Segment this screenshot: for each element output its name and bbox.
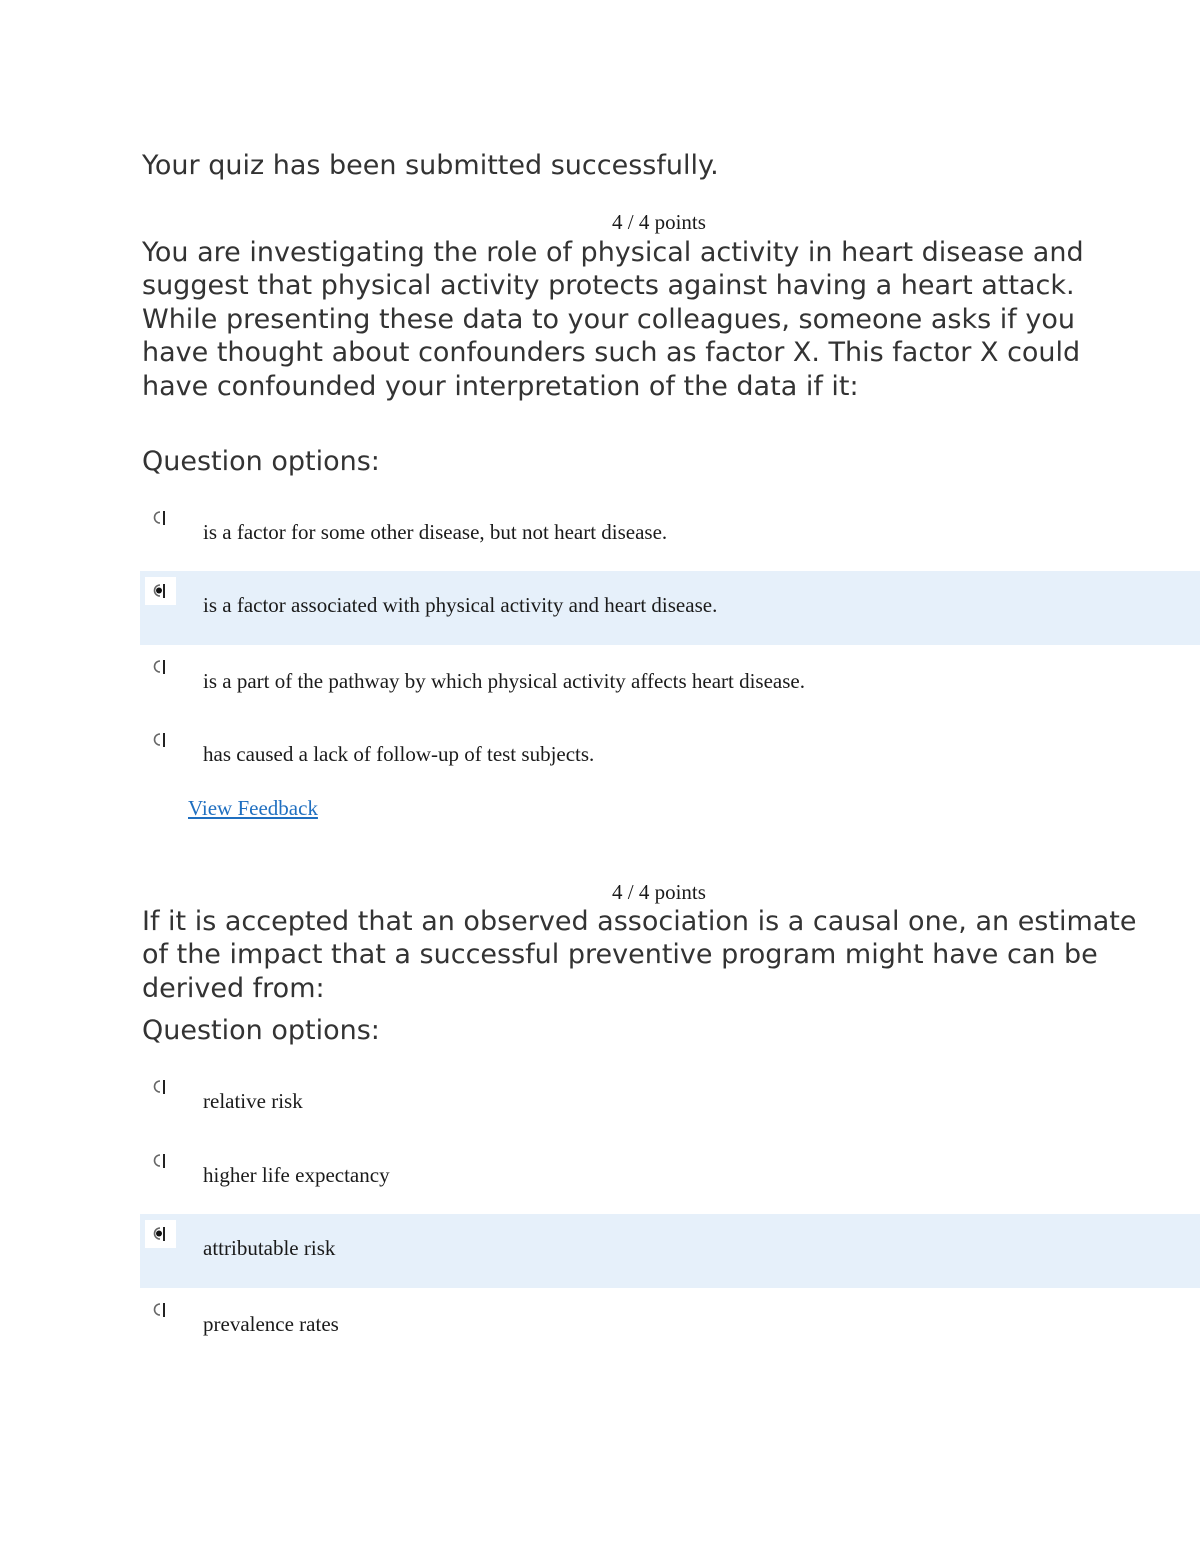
radio-button[interactable]	[145, 1147, 176, 1175]
radio-unchecked-icon	[149, 657, 171, 677]
radio-unchecked-icon	[149, 1077, 171, 1097]
radio-button[interactable]	[145, 1296, 176, 1324]
question-1-text: You are investigating the role of physical activity in heart disease and suggest that physical activity protects against having a heart attack. While presenting these data to your colleagues, someone asks if you have thought about confounders such as factor X. This factor X could have confounded your interpretation of the data if it:	[142, 237, 1084, 402]
radio-unchecked-icon	[149, 730, 171, 750]
question-1-option-2[interactable]	[140, 571, 1200, 645]
radio-button[interactable]	[145, 577, 176, 605]
radio-button[interactable]	[145, 1220, 176, 1248]
question-2-option-3[interactable]	[140, 1214, 1200, 1288]
question-2-options-heading: Question options:	[142, 1015, 380, 1046]
radio-button[interactable]	[145, 1073, 176, 1101]
question-2-score: 4 / 4 points	[612, 880, 706, 904]
radio-unchecked-icon	[149, 508, 171, 528]
option-label: has caused a lack of follow-up of test subjects.	[203, 742, 595, 766]
radio-button[interactable]	[145, 653, 176, 681]
question-1-option-1[interactable]	[140, 498, 1200, 572]
radio-checked-icon	[149, 581, 171, 601]
option-label: prevalence rates	[203, 1312, 339, 1336]
question-2-option-2[interactable]	[140, 1141, 1200, 1215]
view-feedback-link[interactable]: View Feedback	[188, 796, 318, 820]
question-1-score: 4 / 4 points	[612, 210, 706, 234]
option-label: is a factor for some other disease, but not heart disease.	[203, 520, 668, 544]
question-2-option-1[interactable]	[140, 1067, 1200, 1141]
option-label: is a part of the pathway by which physical activity affects heart disease.	[203, 669, 805, 693]
radio-button[interactable]	[145, 726, 176, 754]
radio-checked-icon	[149, 1224, 171, 1244]
option-label: higher life expectancy	[203, 1163, 390, 1187]
question-1-option-4[interactable]	[140, 720, 1200, 794]
radio-button[interactable]	[145, 504, 176, 532]
submission-status-message: Your quiz has been submitted successfully.	[142, 150, 719, 181]
option-label: is a factor associated with physical activity and heart disease.	[203, 593, 718, 617]
option-label: attributable risk	[203, 1236, 336, 1260]
radio-unchecked-icon	[149, 1151, 171, 1171]
option-label: relative risk	[203, 1089, 303, 1113]
question-1-options-heading: Question options:	[142, 446, 380, 477]
question-2-text: If it is accepted that an observed association is a causal one, an estimate of the impact that a successful preventive program might have can be derived from:	[142, 906, 1137, 1004]
question-2-option-4[interactable]	[140, 1290, 1200, 1364]
question-1-option-3[interactable]	[140, 647, 1200, 721]
radio-unchecked-icon	[149, 1300, 171, 1320]
